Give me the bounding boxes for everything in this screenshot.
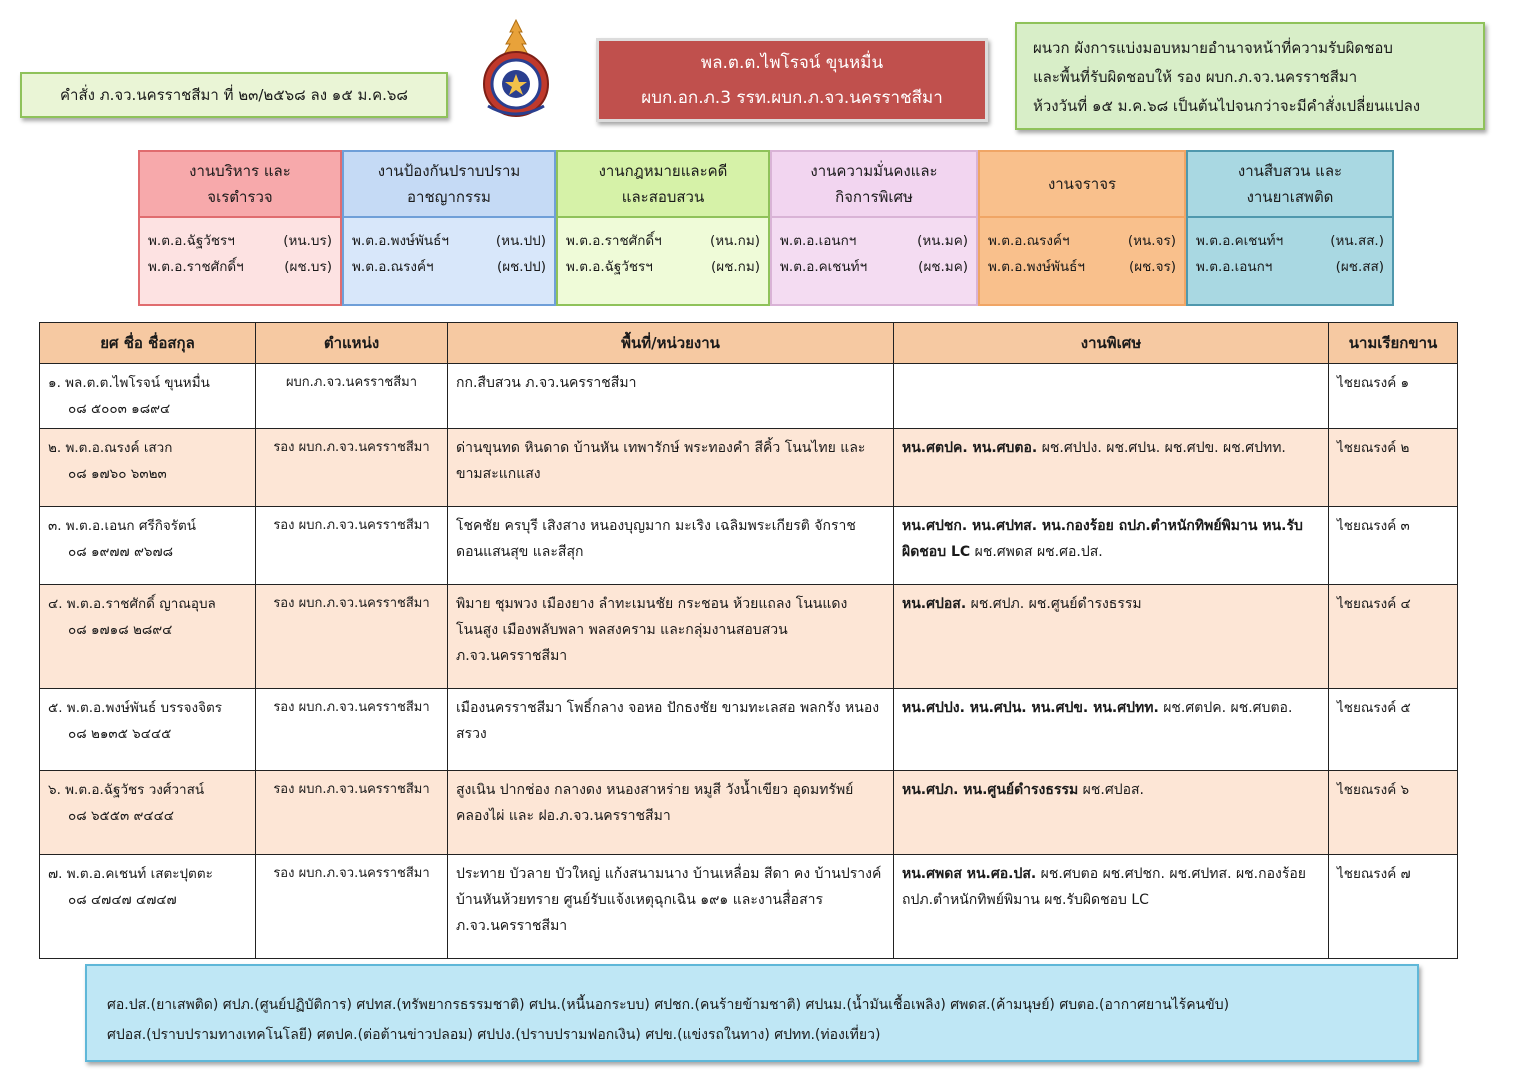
dept-law xyxy=(556,150,770,306)
assignment-table xyxy=(39,322,1458,959)
table-row xyxy=(40,585,1458,689)
dept-header xyxy=(1186,150,1394,218)
annex-notice xyxy=(1015,22,1485,130)
dept-staff xyxy=(138,218,342,306)
dept-title: งานความมั่นคงและ xyxy=(810,162,938,180)
commander-position: ผบก.อก.ภ.3 รรท.ผบก.ภ.จว.นครราชสีมา xyxy=(641,88,943,108)
cell-special xyxy=(894,364,1329,429)
commander-name: พล.ต.ต.ไพโรจน์ ขุนหมื่น xyxy=(700,53,884,73)
cell-name: ๖. พ.ต.อ.ฉัฐวัชร วงศ์วาสน์ ๐๘ ๖๕๕๓ ๙๔๔๔ xyxy=(40,771,256,855)
dept-subtitle: อาชญากรรม xyxy=(407,188,491,206)
cell-name: ๔. พ.ต.อ.ราชศักดิ์ ญาณอุบล ๐๘ ๑๗๑๘ ๒๘๙๔ xyxy=(40,585,256,689)
staff-line: พ.ต.อ.ฉัฐวัชรฯ (หน.บร) xyxy=(148,233,332,249)
staff-line: พ.ต.อ.เอนกฯ (ผช.สส) xyxy=(1196,259,1384,275)
dept-staff xyxy=(342,218,556,306)
dept-title: งานจราจร xyxy=(1047,175,1117,193)
abbreviation-legend xyxy=(85,964,1419,1062)
col-header-special: งานพิเศษ xyxy=(894,323,1329,364)
dept-subtitle: กิจการพิเศษ xyxy=(835,188,913,206)
legend-line-2: ศปอส.(ปราบปรามทางเทคโนโลยี) ศตปค.(ต่อต้านข่าวปลอม) ศปปง.(ปราบปรามฟอกเงิน) ศปข.(แข่งรถในทาง) ศปทท.(ท่องเที่ยว) xyxy=(107,1027,881,1043)
cell-area: สูงเนิน ปากช่อง กลางดง หนองสาหร่าย หมูสี วังน้ำเขียว อุดมทรัพย์ คลองไผ่ และ ฝอ.ภ.จว.นครราชสีมา xyxy=(448,771,894,855)
dept-admin xyxy=(138,150,342,306)
cell-special: หน.ศปอส. ผช.ศปภ. ผช.ศูนย์ดำรงธรรม xyxy=(894,585,1329,689)
police-seal-logo xyxy=(470,18,562,120)
dept-subtitle: งานยาเสพติด xyxy=(1246,188,1334,206)
dept-staff xyxy=(770,218,978,306)
staff-line: พ.ต.อ.ฉัฐวัชรฯ (ผช.กม) xyxy=(566,259,760,275)
col-header-name: ยศ ชื่อ ชื่อสกุล xyxy=(40,323,256,364)
staff-line: พ.ต.อ.ราชศักดิ์ฯ (หน.กม) xyxy=(566,233,760,249)
staff-line: พ.ต.อ.ณรงค์ฯ (ผช.ปป) xyxy=(352,259,546,275)
cell-position: รอง ผบก.ภ.จว.นครราชสีมา xyxy=(256,689,448,771)
cell-callsign: ไชยณรงค์ ๑ xyxy=(1329,364,1458,429)
cell-position: ผบก.ภ.จว.นครราชสีมา xyxy=(256,364,448,429)
dept-subtitle: จเรตำรวจ xyxy=(207,188,273,206)
dept-security xyxy=(770,150,978,306)
legend-line-1: ศอ.ปส.(ยาเสพติด) ศปภ.(ศูนย์ปฏิบัติการ) ศปทส.(ทรัพยากรธรรมชาติ) ศปน.(หนี้นอกระบบ) ศปชก.(คนร้ายข้ามชาติ) ศปนม.(น้ำมันเชื้อเพลิง) ศพดส.(ค้ามนุษย์) ศบตอ.(อากาศยานไร้คนขับ) xyxy=(107,997,1230,1013)
staff-line: พ.ต.อ.คเชนท์ฯ (ผช.มค) xyxy=(780,259,968,275)
dept-header xyxy=(770,150,978,218)
cell-position: รอง ผบก.ภ.จว.นครราชสีมา xyxy=(256,585,448,689)
cell-position: รอง ผบก.ภ.จว.นครราชสีมา xyxy=(256,855,448,959)
col-header-position: ตำแหน่ง xyxy=(256,323,448,364)
dept-traffic xyxy=(978,150,1186,306)
table-row xyxy=(40,507,1458,585)
staff-line: พ.ต.อ.ราชศักดิ์ฯ (ผช.บร) xyxy=(148,259,332,275)
cell-callsign: ไชยณรงค์ ๒ xyxy=(1329,429,1458,507)
table-header-row xyxy=(40,323,1458,364)
commander-box xyxy=(596,38,988,122)
cell-position: รอง ผบก.ภ.จว.นครราชสีมา xyxy=(256,507,448,585)
cell-special: หน.ศปชก. หน.ศปทส. หน.กองร้อย ถปภ.ตำหนักทิพย์พิมาน หน.รับผิดชอบ LC ผช.ศพดส ผช.ศอ.ปส. xyxy=(894,507,1329,585)
cell-special: หน.ศตปค. หน.ศบตอ. ผช.ศปปง. ผช.ศปน. ผช.ศปข. ผช.ศปทท. xyxy=(894,429,1329,507)
dept-title: งานสืบสวน และ xyxy=(1237,162,1343,180)
cell-callsign: ไชยณรงค์ ๓ xyxy=(1329,507,1458,585)
cell-position: รอง ผบก.ภ.จว.นครราชสีมา xyxy=(256,429,448,507)
staff-line: พ.ต.อ.คเชนท์ฯ (หน.สส.) xyxy=(1196,233,1384,249)
cell-area: โชคชัย ครบุรี เสิงสาง หนองบุญมาก มะเริง เฉลิมพระเกียรติ จักราช ดอนแสนสุข และสีสุก xyxy=(448,507,894,585)
cell-name: ๒. พ.ต.อ.ณรงค์ เสวก ๐๘ ๑๗๖๐ ๖๓๒๓ xyxy=(40,429,256,507)
notice-line-3: ห้วงวันที่ ๑๕ ม.ค.๖๘ เป็นต้นไปจนกว่าจะมีคำสั่งเปลี่ยนแปลง xyxy=(1033,97,1421,115)
cell-name: ๑. พล.ต.ต.ไพโรจน์ ขุนหมื่น ๐๘ ๕๐๐๓ ๑๘๙๔ xyxy=(40,364,256,429)
col-header-callsign: นามเรียกขาน xyxy=(1329,323,1458,364)
staff-line: พ.ต.อ.เอนกฯ (หน.มค) xyxy=(780,233,968,249)
cell-area: ประทาย บัวลาย บัวใหญ่ แก้งสนามนาง บ้านเหลื่อม สีดา คง บ้านปรางค์ บ้านหันห้วยทราย ศูนย์รับแจ้งเหตุฉุกเฉิน ๑๙๑ และงานสื่อสาร ภ.จว.นครราชสีมา xyxy=(448,855,894,959)
cell-area: ด่านขุนทด หินดาด บ้านหัน เทพารักษ์ พระทองคำ สีคิ้ว โนนไทย และ ขามสะแกแสง xyxy=(448,429,894,507)
dept-staff xyxy=(978,218,1186,306)
dept-title: งานกฎหมายและคดี xyxy=(598,162,728,180)
cell-position: รอง ผบก.ภ.จว.นครราชสีมา xyxy=(256,771,448,855)
staff-line: พ.ต.อ.ณรงค์ฯ (หน.จร) xyxy=(988,233,1176,249)
staff-line: พ.ต.อ.พงษ์พันธ์ฯ (หน.ปป) xyxy=(352,233,546,249)
cell-callsign: ไชยณรงค์ ๔ xyxy=(1329,585,1458,689)
dept-subtitle: และสอบสวน xyxy=(621,188,705,206)
dept-investigation xyxy=(1186,150,1394,306)
cell-callsign: ไชยณรงค์ ๕ xyxy=(1329,689,1458,771)
notice-line-2: และพื้นที่รับผิดชอบให้ รอง ผบก.ภ.จว.นครราชสีมา xyxy=(1033,68,1358,86)
dept-title: งานป้องกันปราบปราม xyxy=(377,162,521,180)
dept-header xyxy=(342,150,556,218)
cell-callsign: ไชยณรงค์ ๖ xyxy=(1329,771,1458,855)
notice-line-1: ผนวก ผังการแบ่งมอบหมายอำนาจหน้าที่ความรับผิดชอบ xyxy=(1033,39,1393,57)
dept-header xyxy=(138,150,342,218)
staff-line: พ.ต.อ.พงษ์พันธ์ฯ (ผช.จร) xyxy=(988,259,1176,275)
dept-crime-prevention xyxy=(342,150,556,306)
dept-title: งานบริหาร และ xyxy=(189,162,291,180)
cell-callsign: ไชยณรงค์ ๗ xyxy=(1329,855,1458,959)
dept-header xyxy=(556,150,770,218)
col-header-area: พื้นที่/หน่วยงาน xyxy=(448,323,894,364)
cell-special: หน.ศปภ. หน.ศูนย์ดำรงธรรม ผช.ศปอส. xyxy=(894,771,1329,855)
dept-header xyxy=(978,150,1186,218)
cell-special: หน.ศปปง. หน.ศปน. หน.ศปข. หน.ศปทท. ผช.ศตปค. ผช.ศบตอ. xyxy=(894,689,1329,771)
cell-name: ๓. พ.ต.อ.เอนก ศรีกิจรัตน์ ๐๘ ๑๙๗๗ ๙๖๗๘ xyxy=(40,507,256,585)
cell-area: พิมาย ชุมพวง เมืองยาง ลำทะเมนชัย กระชอน ห้วยแถลง โนนแดง โนนสูง เมืองพลับพลา พลสงคราม และกลุ่มงานสอบสวน ภ.จว.นครราชสีมา xyxy=(448,585,894,689)
cell-name: ๗. พ.ต.อ.คเชนท์ เสตะปุตตะ ๐๘ ๔๗๔๗ ๔๗๔๗ xyxy=(40,855,256,959)
dept-staff xyxy=(1186,218,1394,306)
table-row xyxy=(40,429,1458,507)
table-row xyxy=(40,364,1458,429)
table-row xyxy=(40,689,1458,771)
cell-area: เมืองนครราชสีมา โพธิ์กลาง จอหอ ปักธงชัย ขามทะเลสอ พลกรัง หนองสรวง xyxy=(448,689,894,771)
cell-area: กก.สืบสวน ภ.จว.นครราชสีมา xyxy=(448,364,894,429)
cell-special: หน.ศพดส หน.ศอ.ปส. ผช.ศบตอ ผช.ศปชก. ผช.ศปทส. ผช.กองร้อย ถปภ.ตำหนักทิพย์พิมาน ผช.รับผิดชอบ LC xyxy=(894,855,1329,959)
order-reference xyxy=(20,72,448,118)
dept-staff xyxy=(556,218,770,306)
table-row xyxy=(40,771,1458,855)
table-row xyxy=(40,855,1458,959)
order-text: คำสั่ง ภ.จว.นครราชสีมา ที่ ๒๓/๒๕๖๘ ลง ๑๕ ม.ค.๖๘ xyxy=(59,86,408,104)
cell-name: ๕. พ.ต.อ.พงษ์พันธ์ บรรจงจิตร ๐๘ ๒๑๓๕ ๖๔๔๕ xyxy=(40,689,256,771)
